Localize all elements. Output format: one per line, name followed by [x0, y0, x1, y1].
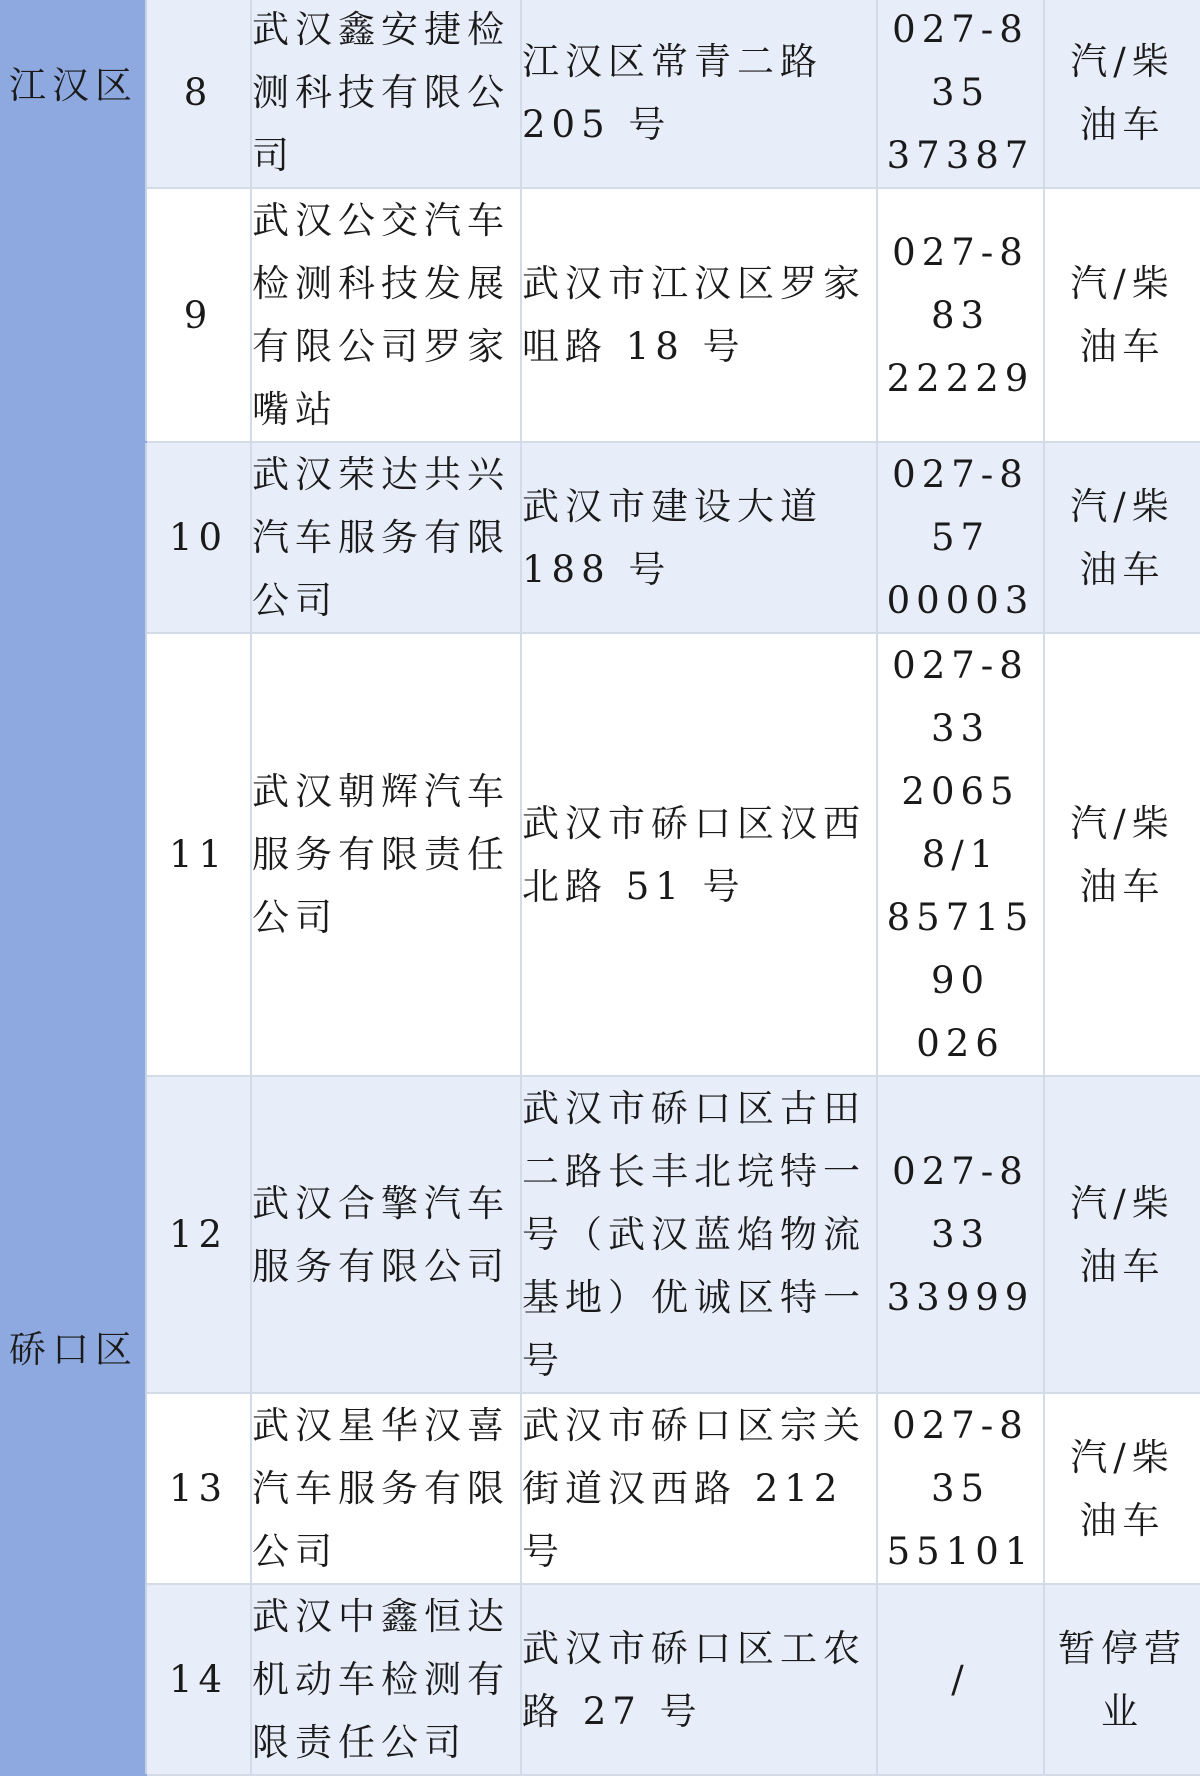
cell-text-line: 武汉星华汉喜	[252, 1404, 510, 1447]
station-address	[521, 1393, 877, 1584]
vehicle-type	[1044, 188, 1200, 442]
cell-text-line: 油车	[1079, 1244, 1166, 1288]
cell-text-line: 嘴站	[252, 388, 338, 431]
station-name	[251, 1076, 521, 1393]
cell-text-line: 20658/1	[901, 770, 1020, 876]
vehicle-type	[1044, 442, 1200, 633]
cell-text-line: 武汉合擎汽车	[252, 1181, 510, 1225]
cell-text-line: /	[951, 1658, 970, 1701]
cell-text-line: 武汉市硚口区古田	[522, 1087, 866, 1130]
cell-text-line: 22229	[886, 356, 1035, 400]
cell-text-line: 027-857	[892, 453, 1029, 559]
station-address	[521, 1076, 877, 1393]
cell-text-line: 汽/柴	[1070, 262, 1175, 305]
cell-text-line: 武汉市硚口区工农	[522, 1626, 866, 1670]
cell-text-line: 027-833	[892, 644, 1029, 750]
cell-text-line: 188 号	[522, 547, 672, 591]
vehicle-type	[1044, 633, 1200, 1076]
cell-text-line: 027-883	[892, 230, 1029, 337]
cell-text-line: 汽/柴	[1070, 1435, 1175, 1479]
row-number: 11	[146, 633, 251, 1076]
cell-text-line: 机动车检测有	[252, 1658, 510, 1701]
table-row	[1, 188, 1200, 442]
cell-text-line: 服务有限公司	[252, 1244, 510, 1288]
district-cell-qiaokou	[1, 442, 146, 1775]
station-address	[521, 0, 877, 188]
row-number: 8	[146, 0, 251, 188]
station-phone	[877, 188, 1044, 442]
district-label-qiaokou: 硚口区	[9, 1328, 138, 1371]
cell-text-line: 汽/柴	[1070, 801, 1175, 845]
station-name	[251, 0, 521, 188]
cell-text-line: 55101	[886, 1530, 1035, 1573]
cell-text-line: 武汉市江汉区罗家	[522, 262, 866, 305]
cell-text-line: 027-835	[892, 1404, 1029, 1510]
cell-text-line: 公司	[252, 1530, 338, 1573]
cell-text-line: 街道汉西路 212 号	[522, 1467, 844, 1573]
station-name	[251, 1393, 521, 1584]
cell-text-line: 号	[522, 1339, 565, 1382]
cell-text-line: 武汉公交汽车	[252, 199, 510, 242]
cell-text-line: 武汉市建设大道	[522, 484, 823, 528]
row-number: 9	[146, 188, 251, 442]
station-name	[251, 188, 521, 442]
station-address	[521, 633, 877, 1076]
cell-text-line: 有限公司罗家	[252, 325, 510, 368]
cell-text-line: 8571590	[886, 896, 1035, 1002]
table-row	[1, 1584, 1200, 1775]
cell-text-line: 汽车服务有限	[252, 1467, 510, 1510]
row-number: 13	[146, 1393, 251, 1584]
station-address	[521, 1584, 877, 1775]
station-phone	[877, 0, 1044, 188]
row-number: 12	[146, 1076, 251, 1393]
cell-text-line: 205 号	[522, 102, 672, 146]
cell-text-line: 武汉朝辉汽车	[252, 770, 510, 813]
cell-text-line: 基地）优诚区特一	[522, 1276, 866, 1319]
cell-text-line: 武汉中鑫恒达	[252, 1595, 510, 1638]
table-row	[1, 633, 1200, 1076]
cell-text-line: 00003	[886, 579, 1035, 622]
district-label-jianghan: 江汉区	[9, 64, 138, 107]
cell-text-line: 业	[1101, 1689, 1144, 1733]
cell-text-line: 汽车服务有限	[252, 516, 510, 559]
cell-text-line: 服务有限责任	[252, 833, 510, 876]
cell-text-line: 司	[252, 134, 295, 177]
table-row	[1, 1076, 1200, 1393]
row-number: 14	[146, 1584, 251, 1775]
table-row	[1, 1393, 1200, 1584]
station-phone	[877, 1076, 1044, 1393]
station-phone	[877, 1393, 1044, 1584]
station-phone	[877, 633, 1044, 1076]
cell-text-line: 北路 51 号	[522, 864, 746, 908]
vehicle-type	[1044, 0, 1200, 188]
cell-text-line: 武汉鑫安捷检	[252, 8, 510, 51]
station-name	[251, 442, 521, 633]
row-number: 10	[146, 442, 251, 633]
cell-text-line: 限责任公司	[252, 1721, 467, 1764]
district-cell-jianghan	[1, 0, 146, 442]
station-name	[251, 633, 521, 1076]
table-row	[1, 0, 1200, 188]
cell-text-line: 公司	[252, 579, 338, 622]
cell-text-line: 二路长丰北垸特一	[522, 1150, 866, 1193]
cell-text-line: 江汉区常青二路	[522, 39, 823, 83]
cell-text-line: 油车	[1079, 547, 1166, 591]
cell-text-line: 咀路 18 号	[522, 325, 746, 368]
cell-text-line: 油车	[1079, 864, 1166, 908]
cell-text-line: 武汉市硚口区汉西	[522, 801, 866, 845]
cell-text-line: 武汉荣达共兴	[252, 453, 510, 496]
cell-text-line: 汽/柴	[1070, 39, 1175, 83]
cell-text-line: 武汉市硚口区宗关	[522, 1404, 866, 1447]
cell-text-line: 026	[916, 1022, 1005, 1065]
cell-text-line: 33999	[886, 1276, 1035, 1319]
vehicle-type	[1044, 1076, 1200, 1393]
cell-text-line: 测科技有限公	[252, 71, 510, 114]
station-address	[521, 442, 877, 633]
vehicle-type	[1044, 1393, 1200, 1584]
cell-text-line: 027-835	[892, 8, 1029, 114]
cell-text-line: 路 27 号	[522, 1689, 703, 1733]
station-phone	[877, 1584, 1044, 1775]
cell-text-line: 汽/柴	[1070, 484, 1175, 528]
cell-text-line: 汽/柴	[1070, 1181, 1175, 1225]
cell-text-line: 检测科技发展	[252, 262, 510, 305]
cell-text-line: 暂停营	[1058, 1626, 1187, 1670]
cell-text-line: 公司	[252, 896, 338, 939]
cell-text-line: 油车	[1079, 1498, 1166, 1542]
cell-text-line: 油车	[1079, 102, 1166, 146]
cell-text-line: 油车	[1079, 325, 1166, 368]
station-phone	[877, 442, 1044, 633]
station-name	[251, 1584, 521, 1775]
station-address	[521, 188, 877, 442]
table-row	[1, 442, 1200, 633]
vehicle-type	[1044, 1584, 1200, 1775]
cell-text-line: 027-833	[892, 1150, 1029, 1256]
cell-text-line: 37387	[886, 134, 1035, 177]
cell-text-line: 号（武汉蓝焰物流	[522, 1213, 866, 1256]
